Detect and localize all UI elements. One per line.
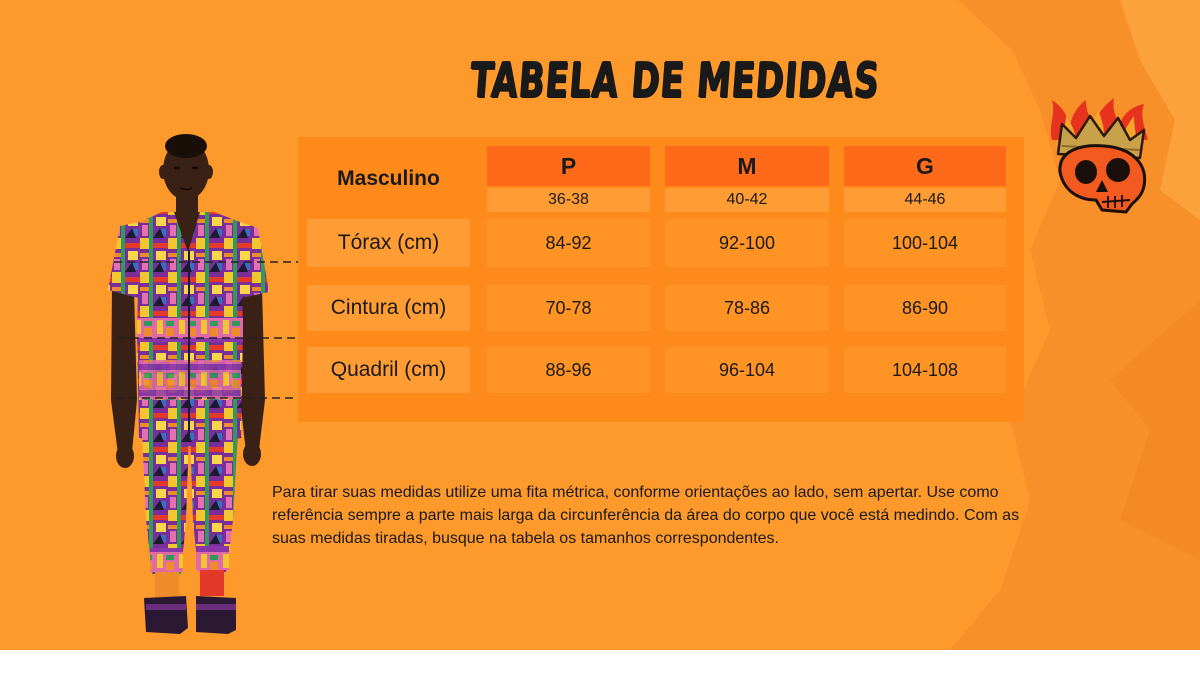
size-table <box>298 137 1024 422</box>
table-cell: 70-78 <box>487 285 650 331</box>
size-range-p: 36-38 <box>487 188 650 212</box>
model-sandals <box>144 596 236 634</box>
table-cell: 84-92 <box>487 219 650 267</box>
table-cell: 86-90 <box>844 285 1006 331</box>
table-cell: 104-108 <box>844 347 1006 393</box>
size-header-g: G <box>844 146 1006 186</box>
model-photo <box>100 125 280 640</box>
table-cell: 100-104 <box>844 219 1006 267</box>
skull-icon <box>1060 146 1145 212</box>
size-range-g: 44-46 <box>844 188 1006 212</box>
table-cell: 78-86 <box>665 285 829 331</box>
instructions-line: Para tirar suas medidas utilize uma fita métrica, conforme orientações ao lado, sem apertar. Use como <box>272 484 999 501</box>
skull-crown-icon <box>1046 96 1156 214</box>
bottom-strip <box>0 650 1200 700</box>
size-header-m: M <box>665 146 829 186</box>
table-cell: 88-96 <box>487 347 650 393</box>
size-header-p: P <box>487 146 650 186</box>
model-legs <box>142 430 238 598</box>
row-label-cintura: Cintura (cm) <box>307 285 470 331</box>
row-label-torax: Tórax (cm) <box>307 219 470 267</box>
page-title: TABELA DE MEDIDAS <box>468 53 882 109</box>
size-range-m: 40-42 <box>665 188 829 212</box>
table-header-label: Masculino <box>337 167 440 190</box>
instructions-line: suas medidas tiradas, busque na tabela os tamanhos correspondentes. <box>272 530 779 547</box>
measurement-instructions <box>272 481 1019 550</box>
instructions-line: referência sempre a parte mais larga da circunferência da área do corpo que você está medindo. Com as <box>272 507 1020 524</box>
table-cell: 96-104 <box>665 347 829 393</box>
table-cell: 92-100 <box>665 219 829 267</box>
row-label-quadril: Quadril (cm) <box>307 347 470 393</box>
